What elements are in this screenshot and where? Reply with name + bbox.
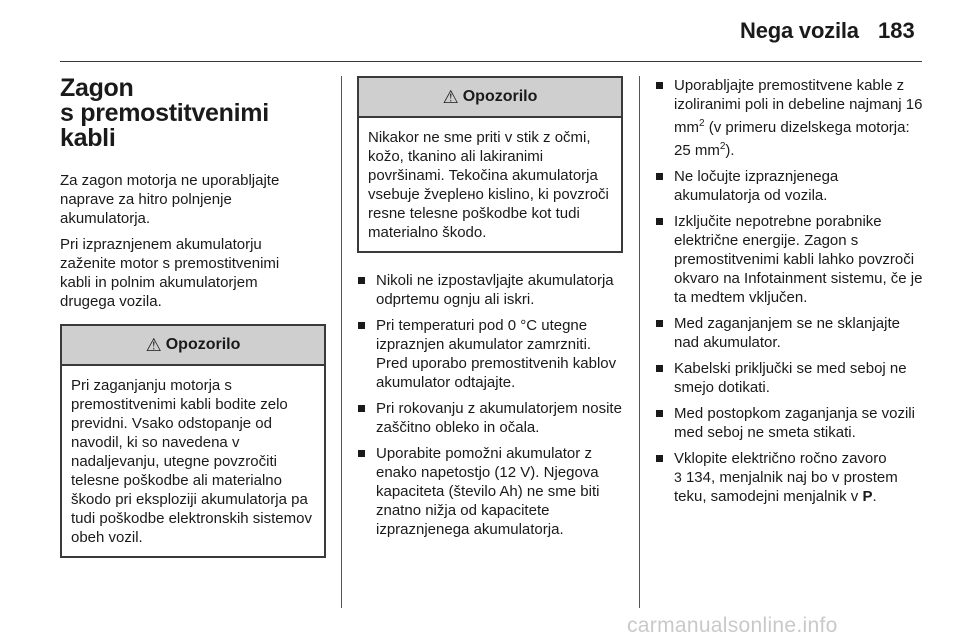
- list-item: [655, 76, 923, 160]
- list-item-text: Vklopite električno ročno zavoro 3 134, menjalnik naj bo v prostem teku, samodejni menjalnik v P.: [674, 450, 898, 505]
- warning-box: [60, 324, 326, 558]
- list-item-text: Uporabite pomožni akumulator z enako napetostjo (12 V). Njegova kapaciteta (število Ah) ne sme biti znatno nižja od kapacitete izpraznjenega akumulatorja.: [376, 445, 600, 538]
- bullet-icon: [656, 410, 663, 417]
- safety-list: [357, 271, 623, 539]
- list-item: [357, 399, 623, 437]
- list-item-text: Ne ločujte izpraznjenega akumulatorja od vozila.: [674, 168, 839, 204]
- watermark: carmanualsonline.info: [627, 614, 838, 637]
- list-item-text: Nikoli ne izpostavljajte akumulatorja odprtemu ognju ali iskri.: [376, 272, 614, 308]
- list-item: [655, 359, 923, 397]
- procedure-list: [655, 76, 923, 506]
- list-item-text: Med postopkom zaganjanja se vozili med seboj ne smeta stikati.: [674, 405, 915, 441]
- warning-header: [62, 326, 324, 366]
- list-item: [655, 449, 923, 506]
- bullet-icon: [358, 450, 365, 457]
- warning-text: Nikakor ne sme priti v stik z očmi, kožo, tkanino ali lakiranimi površinami. Tekočina akumulatorja vsebuje žveplено kislino, ki povzroči resne telesne poškodbe kot tudi materialno škodo.: [368, 129, 609, 241]
- section-title-line1: Zagon: [60, 74, 134, 102]
- warning-heading: Opozorilo: [165, 336, 241, 353]
- list-item-text: Izključite nepotrebne porabnike električne energije. Zagon s premostitvenimi kabli lahko povzroči okvaro na Infotainment sistemu, če je ta medtem vključen.: [674, 213, 923, 306]
- page-number: 183: [878, 18, 915, 43]
- bullet-icon: [656, 218, 663, 225]
- list-item-text: Pri temperaturi pod 0 °C utegne izpraznjen akumulator zamrzniti. Pred uporabo premostitvenih kablov akumulator odtajajte.: [376, 317, 617, 391]
- bullet-icon: [656, 173, 663, 180]
- list-item-text: Uporabljajte premostitvene kable z izoliranimi poli in debeline najmanj 16 $mm^2$ (v primeru dizelskega motorja: 25 $mm^2$).: [674, 77, 923, 159]
- bullet-icon: [358, 277, 365, 284]
- list-item: [357, 271, 623, 309]
- column-divider: [639, 76, 640, 608]
- list-item-text: Pri rokovanju z akumulatorjem nosite zaščitno obleko in očala.: [376, 400, 622, 436]
- page-reference-arrow-icon[interactable]: 3: [674, 469, 682, 485]
- warning-text: Pri zaganjanju motorja s premostitvenimi kabli bodite zelo previdni. Vsako odstopanje od navodil, ki so navedena v nadaljevanju, utegne povzročiti telesne poškodbe ali materialno škodo pri eksploziji akumulatorja pa tudi poškodbe elektronskih sistemov obeh vozil.: [71, 377, 312, 546]
- section-title: [60, 76, 326, 151]
- list-item-text: Kabelski priključki se med seboj ne smejo dotikati.: [674, 360, 907, 396]
- list-item: [357, 444, 623, 539]
- warning-triangle-icon: ⚠: [442, 86, 459, 107]
- warning-box: [357, 76, 623, 253]
- page-header-title: Nega vozila: [740, 18, 859, 43]
- section-title-line2: s premostitvenimi kabli: [60, 99, 269, 152]
- column-right: [655, 76, 923, 513]
- bullet-icon: [656, 365, 663, 372]
- list-item: [655, 212, 923, 307]
- bullet-icon: [358, 405, 365, 412]
- bullet-icon: [656, 320, 663, 327]
- warning-header: [359, 78, 621, 118]
- intro-paragraph: Za zagon motorja ne uporabljajte naprave za hitro polnjenje akumulatorja.: [60, 172, 280, 227]
- warning-triangle-icon: ⚠: [145, 334, 162, 355]
- warning-heading: Opozorilo: [462, 88, 538, 105]
- bullet-icon: [358, 322, 365, 329]
- list-item: [655, 314, 923, 352]
- header-rule: [60, 61, 922, 62]
- bullet-icon: [656, 82, 663, 89]
- column-middle: [357, 76, 623, 546]
- column-divider: [341, 76, 342, 608]
- intro-paragraph: Pri izpraznjenem akumulatorju zaženite motor s premostitvenimi kabli in polnim akumulatorjem drugega vozila.: [60, 236, 280, 310]
- list-item: [655, 167, 923, 205]
- list-item-text: Med zaganjanjem se ne sklanjajte nad akumulator.: [674, 315, 900, 351]
- bullet-icon: [656, 455, 663, 462]
- list-item: [357, 316, 623, 392]
- list-item: [655, 404, 923, 442]
- column-left: [60, 76, 326, 558]
